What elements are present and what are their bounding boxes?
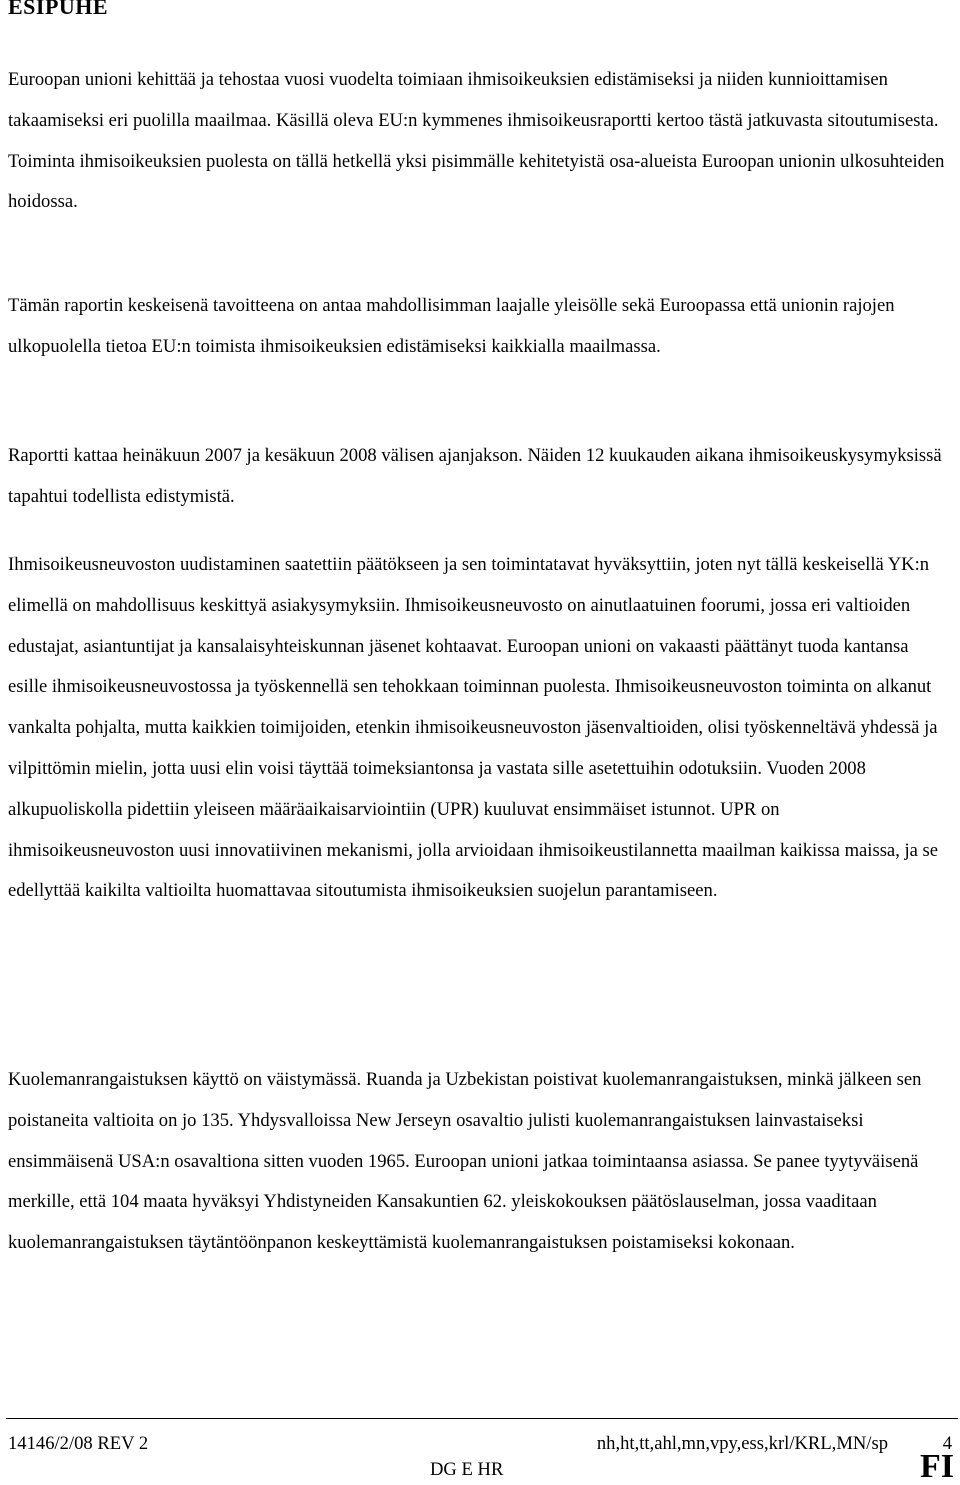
paragraph-death-penalty: Kuolemanrangaistuksen käyttö on väistymässä. Ruanda ja Uzbekistan poistivat kuolemanrangaistuksen, minkä jälkeen sen poistaneita valtioita on jo 135. Yhdysvalloissa New Jerseyn osavaltio julisti kuolemanrangaistuksen lainvastaiseksi ensimmäisenä USA:n osavaltiona sitten vuoden 1965. Euroopan unioni jatkaa toimintaansa asiassa. Se panee tyytyväisenä merkille, että 104 maata hyväksyi Yhdistyneiden Kansakuntien 62. yleiskokouksen päätöslauselman, jossa vaaditaan kuolemanrangaistuksen täytäntöönpanon keskeyttämistä kuolemanrangaistuksen poistamiseksi kokonaan. [8,1069,922,1254]
footer-directorate: DG E HR [430,1459,504,1480]
paragraph-period: Raportti kattaa heinäkuun 2007 ja kesäkuun 2008 välisen ajanjakson. Näiden 12 kuukauden aikana ihmisoikeuskysymyksissä tapahtui todellista edistymistä. [8,445,942,507]
footer-language-code: FI [920,1448,954,1485]
page-heading: ESIPUHE [8,0,109,19]
paragraph-intro: Euroopan unioni kehittää ja tehostaa vuosi vuodelta toimiaan ihmisoikeuksien edistämiseksi ja niiden kunnioittamisen takaamiseksi eri puolilla maailmaa. Käsillä oleva EU:n kymmenes ihmisoikeusraportti kertoo tästä jatkuvasta sitoutumisesta. Toiminta ihmisoikeuksien puolesta on tällä hetkellä yksi pisimmälle kehitetyistä osa-alueista Euroopan unionin ulkosuhteiden hoidossa. [8,69,945,213]
footer-initials: nh,ht,tt,ahl,mn,vpy,ess,krl/KRL,MN/sp [596,1433,888,1454]
footer-divider [6,1418,958,1419]
paragraph-objective: Tämän raportin keskeisenä tavoitteena on antaa mahdollisimman laajalle yleisölle sekä Euroopassa että unionin rajojen ulkopuolella tietoa EU:n toimista ihmisoikeuksien edistämiseksi kaikkialla maailmassa. [8,295,895,357]
footer-page-number: 4 [942,1433,952,1454]
footer-reference: 14146/2/08 REV 2 [8,1433,149,1454]
paragraph-human-rights-council: Ihmisoikeusneuvoston uudistaminen saatettiin päätökseen ja sen toimintatavat hyväksyttiin, joten nyt tällä keskeisellä YK:n elimellä on mahdollisuus keskittyä asiakysymyksiin. Ihmisoikeusneuvosto on ainutlaatuinen foorumi, jossa eri valtioiden edustajat, asiantuntijat ja kansalaisyhteiskunnan jäsenet kohtaavat. Euroopan unioni on vakaasti päättänyt tuoda kantansa esille ihmisoikeusneuvostossa ja työskennellä sen tehokkaan toiminnan puolesta. Ihmisoikeusneuvoston toiminta on alkanut vankalta pohjalta, mutta kaikkien toimijoiden, etenkin ihmisoikeusneuvoston jäsenvaltioiden, olisi työskenneltävä yhdessä ja vilpittömin mielin, jotta uusi elin voisi täyttää toimeksiantonsa ja vastata sille asetettuihin odotuksiin. Vuoden 2008 alkupuoliskolla pidettiin yleiseen määräaikaisarviointiin (UPR) kuuluvat ensimmäiset istunnot. UPR on ihmisoikeusneuvoston uusi innovatiivinen mekanismi, jolla arvioidaan ihmisoikeustilannetta maailman kaikissa maissa, ja se edellyttää kaikilta valtioilta huomattavaa sitoutumista ihmisoikeuksien suojelun parantamiseen. [8,554,939,902]
